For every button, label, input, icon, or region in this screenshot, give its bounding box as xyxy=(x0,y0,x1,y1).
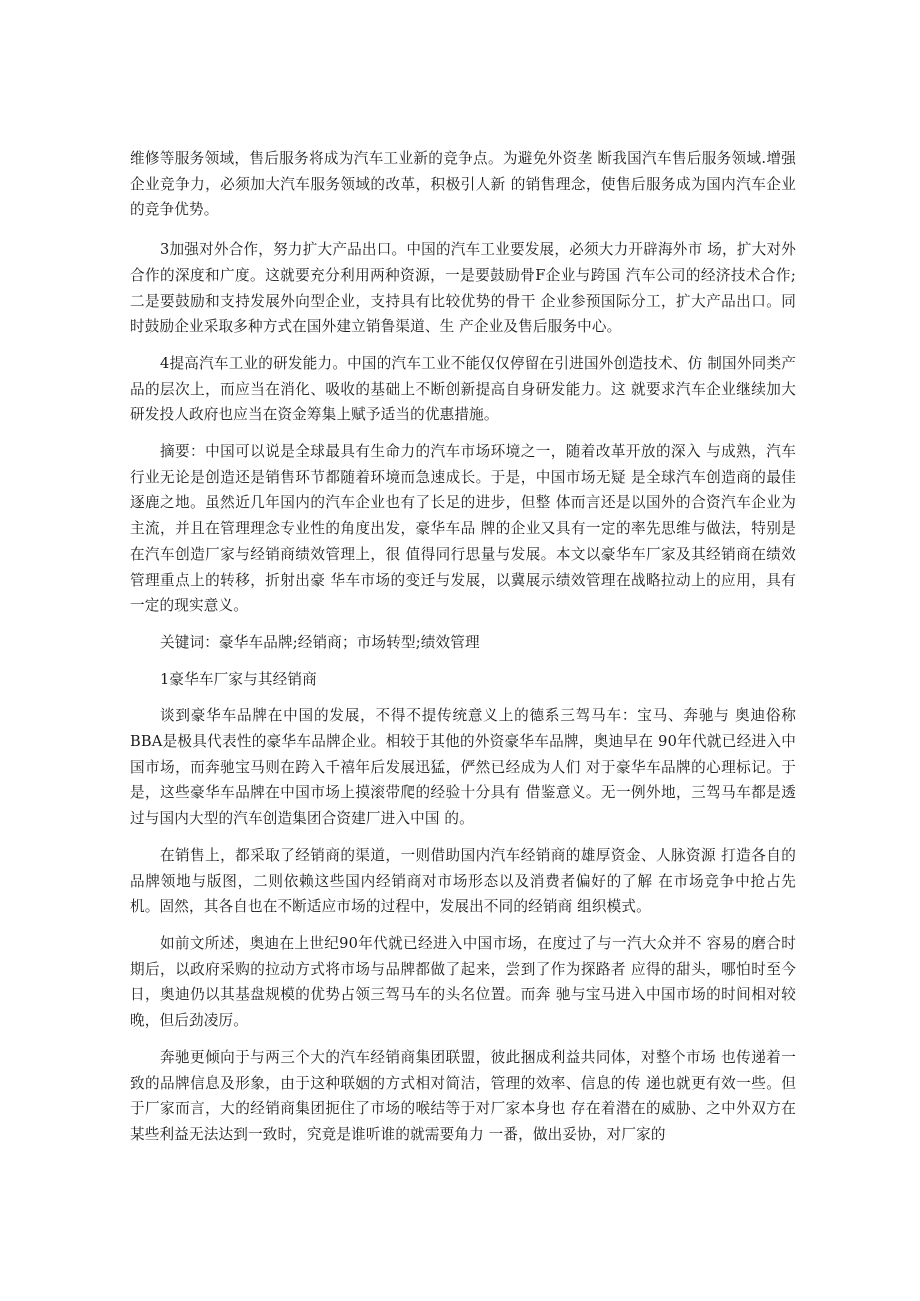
paragraph-keywords: 关键词：豪华车品牌;经销商；市场转型;绩效管理 xyxy=(160,633,480,651)
paragraph-abstract: 摘要：中国可以说是全球最具有生命力的汽车市场环境之一，随着改革开放的深入 与成熟，汽车行业无论是创造还是销售环节都随着环境而急速成长。于是，中国市场无疑 是全球汽车创造商的最佳逐鹿之地。虽然近几年国内的汽车企业也有了长足的进步，但整 体而言还是以国外的合资汽车企业为主流，并且在管理理念专业性的角度出发，豪华车品 牌的企业又具有一定的率先思维与做法，特别是在汽车创造厂家与经销商绩效管理上，很 值得同行思量与发展。本文以豪华车厂家及其经销商在绩效管理重点上的转移，折射出豪 华车市场的变迁与发展，以冀展示绩效管理在战略拉动上的应用，具有一定的现实意义。 xyxy=(130,443,796,615)
paragraph-bba-intro: 谈到豪华车品牌在中国的发展，不得不提传统意义上的德系三驾马车：宝马、奔驰与 奥迪俗称BBA是极具代表性的豪华车品牌企业。相较于其他的外资豪华车品牌，奥迪早在 90年代就已经进入中国市场，而奔驰宝马则在跨入千禧年后发展迅猛，俨然已经成为人们 对于豪华车品牌的心理标记。于是，这些豪华车品牌在中国市场上摸滚带爬的经验十分具有 借鉴意义。无一例外地，三驾马车都是透过与国内大型的汽车创造集团合资建厂进入中国 的。 xyxy=(130,707,796,828)
paragraph-rd-capability: 4提高汽车工业的研发能力。中国的汽车工业不能仅仅停留在引进国外创造技术、仿 制国外同类产品的层次上，而应当在消化、吸收的基础上不断创新提高自身研发能力。这 就要求汽车企业继续加大研发投人政府也应当在资金筹集上赋予适当的优惠措施。 xyxy=(130,354,796,424)
paragraph-foreign-cooperation: 3加强对外合作，努力扩大产品出口。中国的汽车工业要发展，必须大力开辟海外市 场，扩大对外合作的深度和广度。这就要充分利用两种资源，一是要鼓励骨F企业与跨国 汽车公司的经济技术合作;二是要鼓励和支持发展外向型企业，支持具有比较优势的骨干 企业参预国际分工，扩大产品出口。同时鼓励企业采取多种方式在国外建立销鲁渠道、生 产企业及售后服务中心。 xyxy=(130,241,796,336)
paragraph-benz-strategy: 奔驰更倾向于与两三个大的汽车经销商集团联盟，彼此捆成利益共同体，对整个市场 也传递着一致的品牌信息及形象，由于这种联姻的方式相对简洁，管理的效率、信息的传 递也就更有效一些。但于厂家而言，大的经销商集团扼住了市场的喉结等于对厂家本身也 存在着潜在的威胁、之中外双方在某些利益无法达到一致时，究竟是谁听谁的就需要角力 一番，做出妥协，对厂家的 xyxy=(130,1048,796,1143)
document-body xyxy=(130,146,796,1159)
paragraph-dealer-channel: 在销售上，都采取了经销商的渠道，一则借助国内汽车经销商的雄厚资金、人脉资源 打造各自的品牌领地与版图，二则依赖这些国内经销商对市场形态以及消费者偏好的了解 在市场竞争中抢占先机。固然，其各自也在不断适应市场的过程中，发展出不同的经销商 组织模式。 xyxy=(130,846,796,916)
section-heading: 1豪华车厂家与其经销商 xyxy=(160,670,317,688)
paragraph-audi-history: 如前文所述，奥迪在上世纪90年代就已经进入中国市场，在度过了与一汽大众并不 容易的磨合时期后，以政府采购的拉动方式将市场与品牌都做了起来，尝到了作为探路者 应得的甜头，哪怕时至今日，奥迪仍以其基盘规模的优势占领三驾马车的头名位置。而奔 驰与宝马进入中国市场的时间相对较晚，但后劲凌厉。 xyxy=(130,934,796,1030)
paragraph-after-sales-service: 维修等服务领域，售后服务将成为汽车工业新的竞争点。为避免外资垄 断我国汽车售后服务领域.增强企业竞争力，必须加大汽车服务领域的改革，积极引人新 的销售理念，使售后服务成为国内汽车企业的竞争优势。 xyxy=(130,150,796,219)
